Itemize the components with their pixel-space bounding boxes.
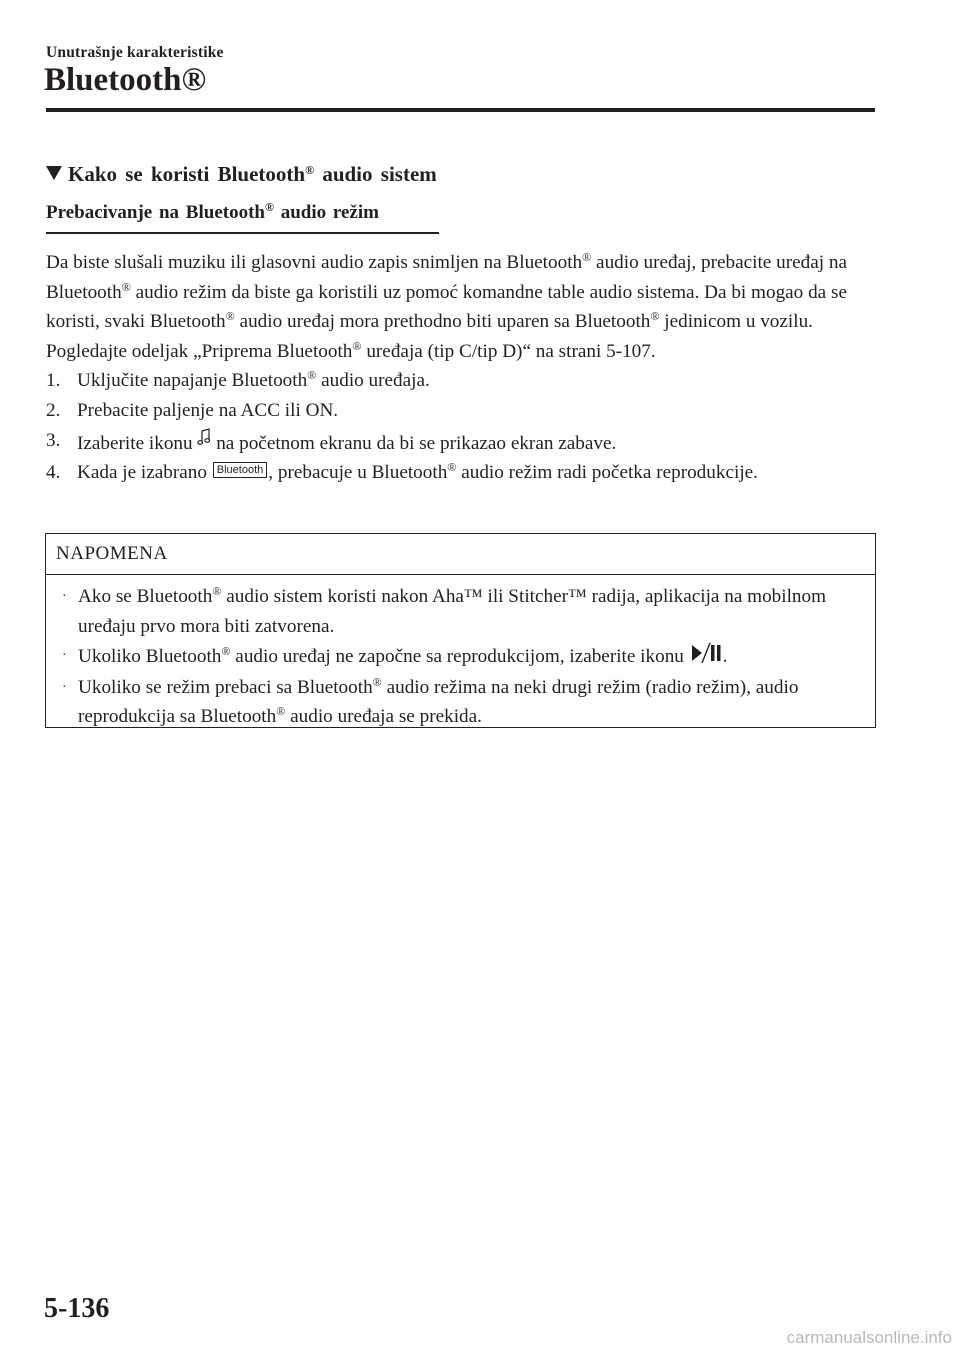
- text-run: Ukoliko Bluetooth: [78, 646, 222, 668]
- step-number: 4.: [46, 462, 61, 484]
- list-item: [46, 366, 876, 396]
- text-run: audio uređaj mora prethodno biti uparen sa Bluetooth: [234, 311, 651, 333]
- section-label: Unutrašnje karakteristike: [46, 44, 224, 61]
- sub-heading: [46, 202, 379, 224]
- registered-mark: ®: [307, 368, 317, 383]
- intro-paragraph: [46, 248, 876, 337]
- reference-paragraph: [46, 337, 876, 367]
- list-item: [62, 582, 861, 641]
- text-run: , prebacuje u Bluetooth: [268, 462, 448, 484]
- main-heading-text: Kako se koristi Bluetooth: [68, 162, 306, 186]
- text-run: audio režim radi početka reprodukcije.: [456, 462, 758, 484]
- page-title: Bluetooth®: [44, 62, 207, 98]
- text-run: Ako se Bluetooth: [78, 586, 213, 607]
- music-note-icon: [197, 426, 211, 456]
- step-text: [77, 366, 876, 396]
- note-title: NAPOMENA: [46, 534, 875, 575]
- text-run: audio uređaja.: [316, 370, 430, 392]
- bullet-dot-icon: ·: [62, 589, 67, 604]
- registered-mark: ®: [276, 704, 286, 719]
- text-run: audio režima na neki drugi režim (radio režim), audio reprodukcija sa Bluetooth: [78, 676, 799, 728]
- text-run: audio režim da biste ga koristili uz pomoć komandne table audio sistema. Da bi mogao da se koristi, svaki Bluetooth: [46, 281, 847, 333]
- text-run: audio sistem koristi nakon Aha™ ili Stitcher™ radija, aplikacija na mobilnom uređaju prvo mora biti zatvorena.: [78, 586, 827, 637]
- sub-heading-text-end: audio režim: [273, 202, 379, 223]
- registered-mark: ®: [212, 584, 222, 598]
- note-text: [78, 641, 861, 673]
- bullet-dot-icon: ·: [62, 648, 67, 664]
- text-run: jedinicom u vozilu.: [659, 311, 813, 333]
- registered-mark: ®: [447, 460, 457, 475]
- text-run: Uključite napajanje Bluetooth: [77, 370, 308, 392]
- bluetooth-key: Bluetooth: [213, 462, 267, 478]
- registered-mark: ®: [582, 250, 592, 264]
- main-heading: [46, 162, 437, 187]
- down-triangle-icon: [46, 166, 62, 180]
- text-run: Kada je izabrano: [77, 462, 212, 484]
- text-run: audio uređaj ne započne sa reprodukcijom, izaberite ikonu: [230, 646, 689, 668]
- bullet-dot-icon: ·: [62, 679, 67, 695]
- list-item: [46, 458, 876, 488]
- page-number: 5-136: [44, 1293, 110, 1324]
- registered-mark: ®: [121, 279, 131, 294]
- note-text: [78, 673, 861, 732]
- step-number: 2.: [46, 399, 61, 421]
- step-number: 3.: [46, 429, 61, 451]
- title-rule: [46, 108, 875, 112]
- text-run: na početnom ekranu da bi se prikazao ekran zabave.: [211, 432, 617, 454]
- body-text: [46, 248, 876, 488]
- watermark: carmanualsonline.info: [786, 1328, 952, 1347]
- list-item: [62, 641, 861, 673]
- registered-mark: ®: [372, 674, 382, 689]
- sub-heading-underline: [46, 232, 439, 234]
- text-run: Pogledajte odeljak „Priprema Bluetooth: [46, 340, 353, 362]
- registered-mark: ®: [225, 309, 235, 324]
- text-run: .: [722, 646, 728, 668]
- text-run: Ukoliko se režim prebaci sa Bluetooth: [78, 676, 373, 698]
- text-run: uređaja (tip C/tip D)“ na strani 5-107.: [361, 340, 656, 362]
- step-text: [77, 458, 876, 488]
- text-run: audio uređaj, prebacite uređaj na Bluetooth: [46, 252, 847, 303]
- registered-mark: ®: [650, 309, 660, 324]
- step-number: 1.: [46, 370, 61, 392]
- note-body: [46, 575, 875, 732]
- step-text: [77, 426, 876, 459]
- list-item: [62, 673, 861, 732]
- text-run: audio uređaja se prekida.: [285, 706, 482, 728]
- list-item: [46, 396, 876, 426]
- registered-mark: ®: [305, 163, 315, 177]
- step-text: Prebacite paljenje na ACC ili ON.: [77, 399, 339, 421]
- note-text: [78, 582, 861, 641]
- play-pause-icon: [689, 641, 723, 673]
- list-item: [46, 426, 876, 459]
- registered-mark: ®: [264, 200, 274, 214]
- text-run: Da biste slušali muziku ili glasovni audio zapis snimljen na Bluetooth: [46, 252, 583, 273]
- main-heading-text-end: audio sistem: [314, 162, 437, 186]
- steps-list: [46, 366, 876, 487]
- note-box: [45, 533, 876, 728]
- sub-heading-text: Prebacivanje na Bluetooth: [46, 202, 265, 223]
- registered-mark: ®: [352, 338, 362, 353]
- text-run: Izaberite ikonu: [77, 432, 198, 454]
- registered-mark: ®: [221, 644, 231, 659]
